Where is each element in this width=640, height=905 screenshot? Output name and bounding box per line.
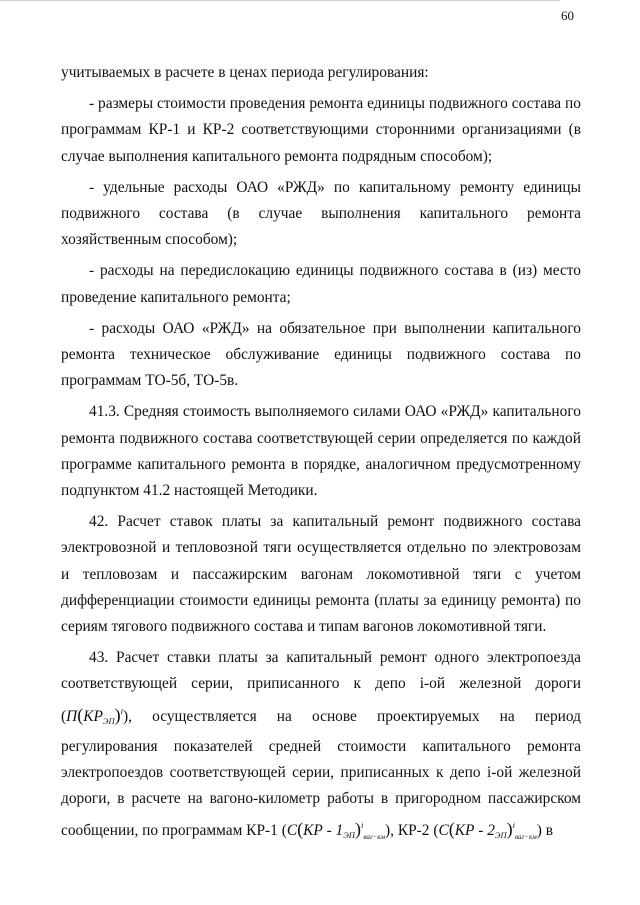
paragraph: - расходы ОАО «РЖД» на обязательное при выполнении капитального ремонта техническое обслуживание единицы подвижного состава по программам ТО-5б, ТО-5в.	[61, 319, 581, 390]
formula-c-kr1: $(С(КР - 1_{ЭП})^i_{ваг-км})$	[281, 819, 391, 842]
formula-pi-kr-ep: $(П(КР_{ЭП})^i)$,	[61, 704, 132, 726]
paragraph: - размеры стоимости проведения ремонта единицы подвижного состава по программам КР-1 и КР-2 соответствующими сторонними организациями (в случае выполнения капитального ремонта подрядным способом);	[61, 95, 581, 165]
paragraph-text: в	[545, 822, 553, 840]
document-body	[61, 60, 581, 851]
paragraph: - расходы на передислокацию единицы подвижного состава в (из) место проведение капитального ремонта;	[61, 262, 581, 306]
paragraph-text: , КР-2	[390, 822, 430, 840]
paragraph: 42. Расчет ставок платы за капитальный ремонт подвижного состава электровозной и тепловозной тяги осуществляется отдельно по электровозам и тепловозам и пассажирским вагонам локомотивной тяги с учетом дифференциации стоимости единицы ремонта (платы за единицу ремонта) по сериям тягового подвижного состава и типам вагонов локомотивной тяги.	[61, 513, 581, 636]
paragraph: 41.3. Средняя стоимость выполняемого силами ОАО «РЖД» капитального ремонта подвижного состава соответствующей серии определяется по каждой программе капитального ремонта в порядке, аналогичном предусмотренному подпунктом 41.2 настоящей Методики.	[61, 403, 581, 500]
top-divider	[0, 0, 560, 1]
paragraph: - удельные расходы ОАО «РЖД» по капитальному ремонту единицы подвижного состава (в случае выполнения капитального ремонта хозяйственным способом);	[61, 178, 581, 249]
paragraph-text: 43. Расчет ставки платы за капитальный ремонт одного электропоезда соответствующей серии, приписанного к депо i-ой железной дороги	[61, 649, 581, 693]
page-number: 60	[561, 8, 574, 23]
formula-c-kr2: $(С(КР - 2_{ЭП})^i_{ваг-км})$	[433, 819, 542, 842]
paragraph-with-formulas	[61, 645, 581, 850]
paragraph: учитываемых в расчете в ценах периода регулирования:	[61, 64, 429, 81]
paragraph-text: осуществляется на основе проектируемых на период регулирования показателей средней стоимости капитального ремонта электропоездов соответствующей серии, приписанных к депо i-ой железной дороги, в расчете на вагоно-километр работы в пригородном пассажирском сообщении, по программам КР-1	[61, 707, 581, 840]
